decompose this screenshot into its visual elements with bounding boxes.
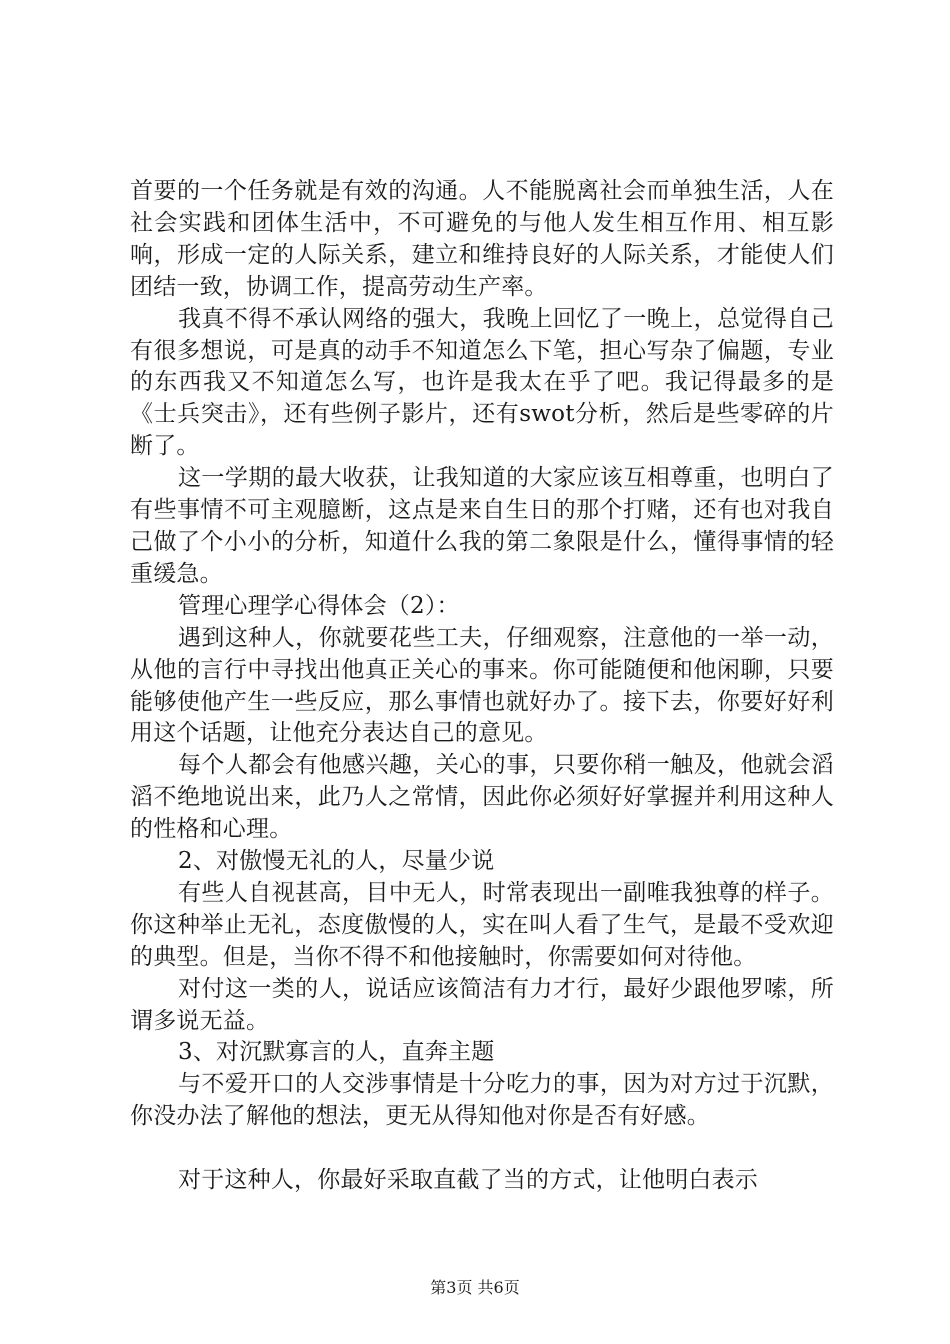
paragraph-1: 首要的一个任务就是有效的沟通。人不能脱离社会而单独生活，人在社会实践和团体生活中，不可避免的与他人发生相互作用、相互影响，形成一定的人际关系，建立和维持良好的人际关系，才能使人们团结一致，协调工作，提高劳动生产率。 [130, 178, 834, 300]
paragraph-3: 这一学期的最大收获，让我知道的大家应该互相尊重，也明白了有些事情不可主观臆断，这点是来自生日的那个打赌，还有也对我自己做了个小小的分析，知道什么我的第二象限是什么，懂得事情的轻重缓急。 [130, 465, 834, 587]
section-heading-2: 管理心理学心得体会（2）： [178, 592, 460, 619]
paragraph-9: 对于这种人，你最好采取直截了当的方式，让他明白表示 [178, 1167, 758, 1194]
paragraph-5: 每个人都会有他感兴趣，关心的事，只要你稍一触及，他就会滔滔不绝地说出来，此乃人之常情，因此你必须好好掌握并利用这种人的性格和心理。 [130, 752, 834, 843]
paragraph-8: 与不爱开口的人交涉事情是十分吃力的事，因为对方过于沉默，你没办法了解他的想法，更无从得知他对你是否有好感。 [130, 1071, 834, 1130]
paragraph-6: 有些人自视甚高，目中无人，时常表现出一副唯我独尊的样子。你这种举止无礼，态度傲慢的人，实在叫人看了生气，是最不受欢迎的典型。但是，当你不得不和他接触时，你需要如何对待他。 [130, 879, 834, 970]
paragraph-2: 我真不得不承认网络的强大，我晚上回忆了一晚上，总觉得自己有很多想说，可是真的动手不知道怎么下笔，担心写杂了偏题，专业的东西我又不知道怎么写，也许是我太在乎了吧。我记得最多的是《士兵突击》，还有些例子影片，还有swot分析，然后是些零碎的片断了。 [130, 305, 834, 460]
paragraph-4: 遇到这种人，你就要花些工夫，仔细观察，注意他的一举一动，从他的言行中寻找出他真正关心的事来。你可能随便和他闲聊，只要能够使他产生一些反应，那么事情也就好办了。接下去，你要好好利用这个话题，让他充分表达自己的意见。 [130, 624, 834, 747]
document-body [130, 176, 834, 1197]
subheading-silent: 3、对沉默寡言的人，直奔主题 [178, 1039, 495, 1066]
page-footer: 第3页 共6页 [430, 1278, 520, 1297]
paragraph-gap [130, 1133, 834, 1165]
paragraph-7: 对付这一类的人，说话应该简洁有力才行，最好少跟他罗嗦，所谓多说无益。 [130, 975, 834, 1034]
subheading-arrogant: 2、对傲慢无礼的人，尽量少说 [178, 848, 495, 875]
